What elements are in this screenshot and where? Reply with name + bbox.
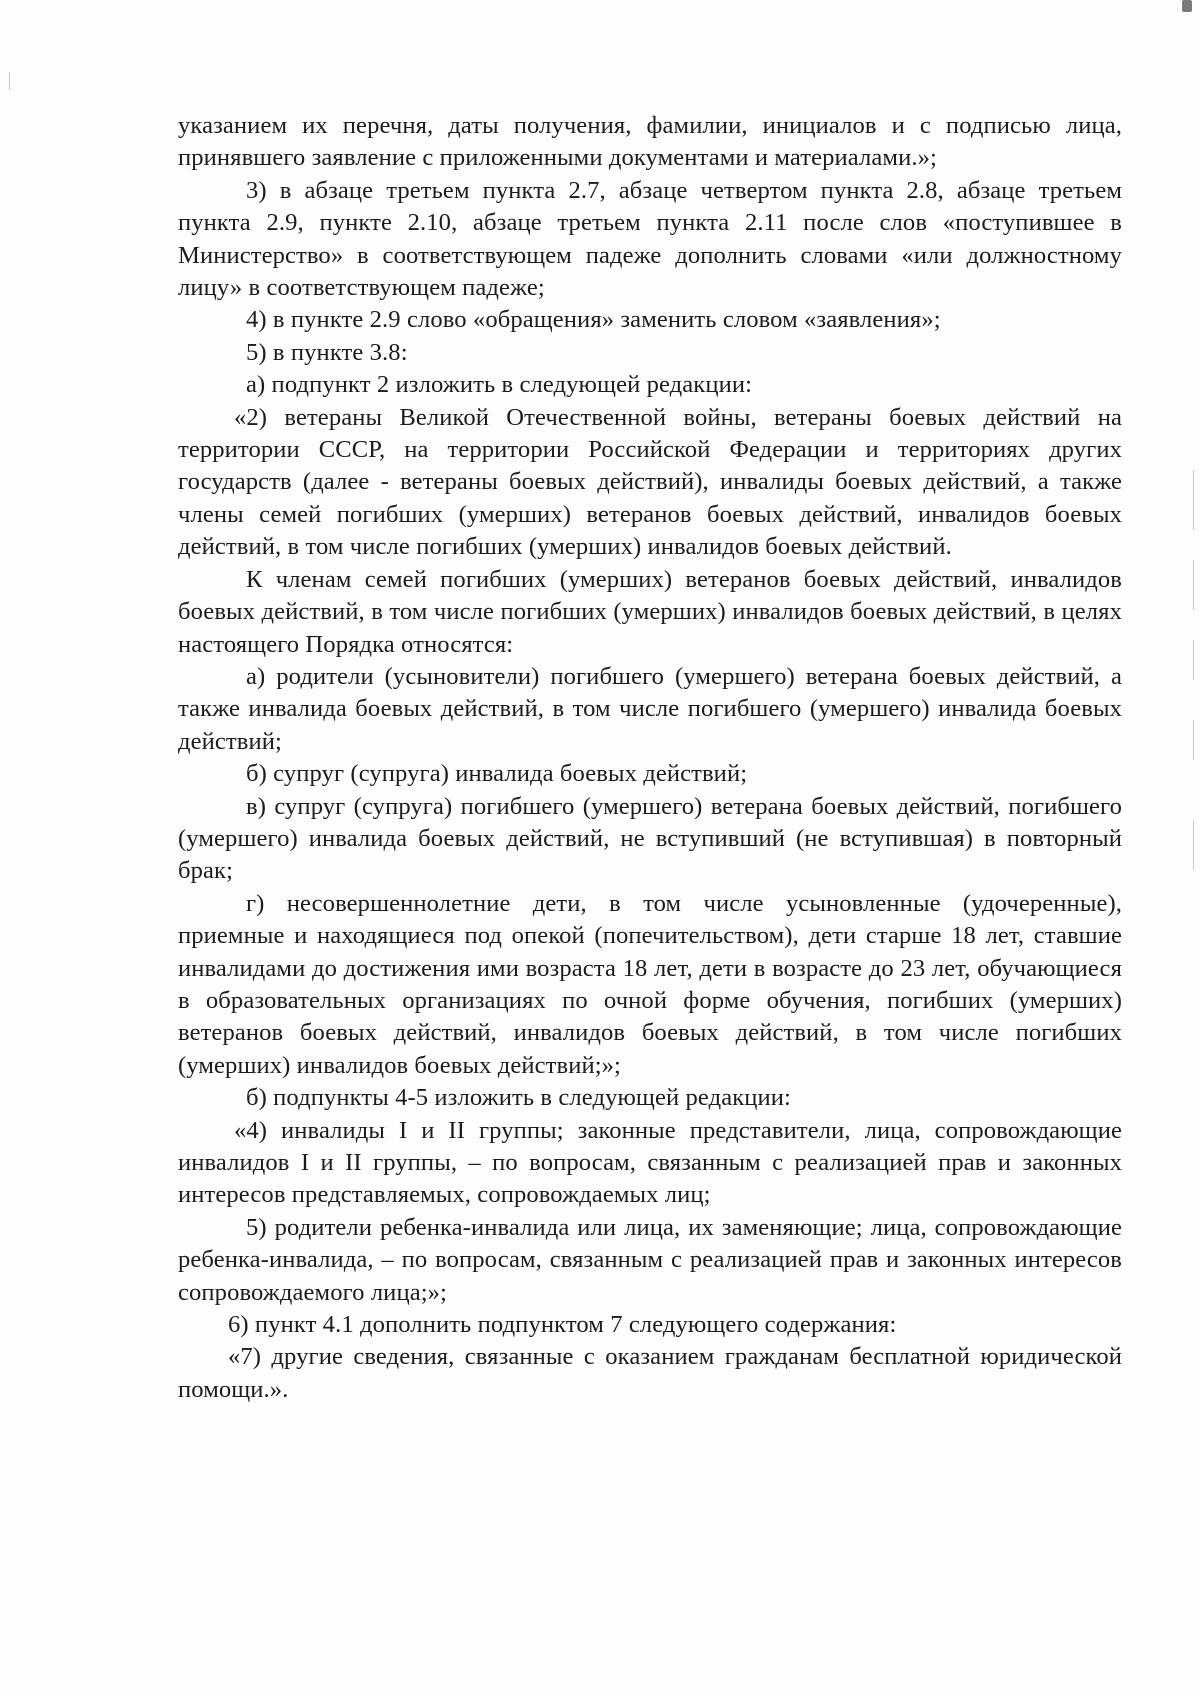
paragraph-family-v: в) супруг (супруга) погибшего (умершего) ветерана боевых действий, погибшего (умершего) инвалида боевых действий, не вступивший (не вступившая) в повторный брак; — [178, 792, 1122, 885]
paragraph-quoted-5: 5) родители ребенка-инвалида или лица, их заменяющие; лица, сопровождающие ребенка-инвалида, – по вопросам, связанным с реализацией прав и законных интересов сопровождаемого лица;»; — [178, 1213, 1122, 1306]
scan-edge-mark — [1193, 470, 1194, 530]
paragraph-continuation: указанием их перечня, даты получения, фамилии, инициалов и с подписью лица, принявшего заявление с приложенными документами и материалами.»; — [178, 112, 1122, 172]
paragraph-quoted-4: «4) инвалиды I и II группы; законные представители, лица, сопровождающие инвалидов I и II группы, – по вопросам, связанным с реализацией прав и законных интересов представляемых, сопровождаемых лиц; — [178, 1116, 1122, 1209]
scan-artifact — [1182, 0, 1192, 12]
paragraph-item-6: 6) пункт 4.1 дополнить подпунктом 7 следующего содержания: — [228, 1311, 897, 1339]
scan-edge-mark — [1193, 720, 1194, 760]
paragraph-family-g: г) несовершеннолетние дети, в том числе усыновленные (удочеренные), приемные и находящиеся под опекой (попечительством), дети старше 18 лет, ставшие инвалидами до достижения ими возраста 18 лет, дети в возрасте до 23 лет, обучающиеся в образовательных организациях по очной форме обучения, погибших (умерших) ветеранов боевых действий, инвалидов боевых действий, в том числе погибших (умерших) инвалидов боевых действий;»; — [178, 889, 1122, 1079]
paragraph-quoted-7: «7) другие сведения, связанные с оказанием гражданам бесплатной юридической помощи.». — [178, 1343, 1122, 1403]
scan-edge-mark — [1193, 560, 1194, 610]
paragraph-subitem-b: б) подпункты 4-5 изложить в следующей редакции: — [246, 1084, 791, 1112]
document-body — [178, 110, 1122, 1406]
scan-edge-mark — [1193, 820, 1194, 870]
paragraph-item-4: 4) в пункте 2.9 слово «обращения» заменить словом «заявления»; — [246, 306, 941, 334]
paragraph-family-b: б) супруг (супруга) инвалида боевых действий; — [246, 760, 748, 788]
scan-edge-mark — [1193, 640, 1194, 680]
paragraph-subitem-a: а) подпункт 2 изложить в следующей редакции: — [246, 371, 753, 399]
scan-edge-mark — [9, 72, 10, 90]
paragraph-quoted-2: «2) ветераны Великой Отечественной войны, ветераны боевых действий на территории СССР, на территории Российской Федерации и территориях других государств (далее - ветераны боевых действий), инвалиды боевых действий, а также члены семей погибших (умерших) ветеранов боевых действий, инвалидов боевых действий, в том числе погибших (умерших) инвалидов боевых действий. — [178, 403, 1122, 561]
paragraph-item-5: 5) в пункте 3.8: — [246, 338, 408, 366]
paragraph-item-3: 3) в абзаце третьем пункта 2.7, абзаце четвертом пункта 2.8, абзаце третьем пункта 2.9, пункте 2.10, абзаце третьем пункта 2.11 после слов «поступившее в Министерство» в соответствующем падеже дополнить словами «или должностному лицу» в соответствующем падеже; — [178, 176, 1122, 302]
paragraph-family-a: а) родители (усыновители) погибшего (умершего) ветерана боевых действий, а также инвалида боевых действий, в том числе погибшего (умершего) инвалида боевых действий; — [178, 662, 1122, 755]
paragraph-family-members: К членам семей погибших (умерших) ветеранов боевых действий, инвалидов боевых действий, в том числе погибших (умерших) инвалидов боевых действий, в целях настоящего Порядка относятся: — [178, 565, 1122, 658]
